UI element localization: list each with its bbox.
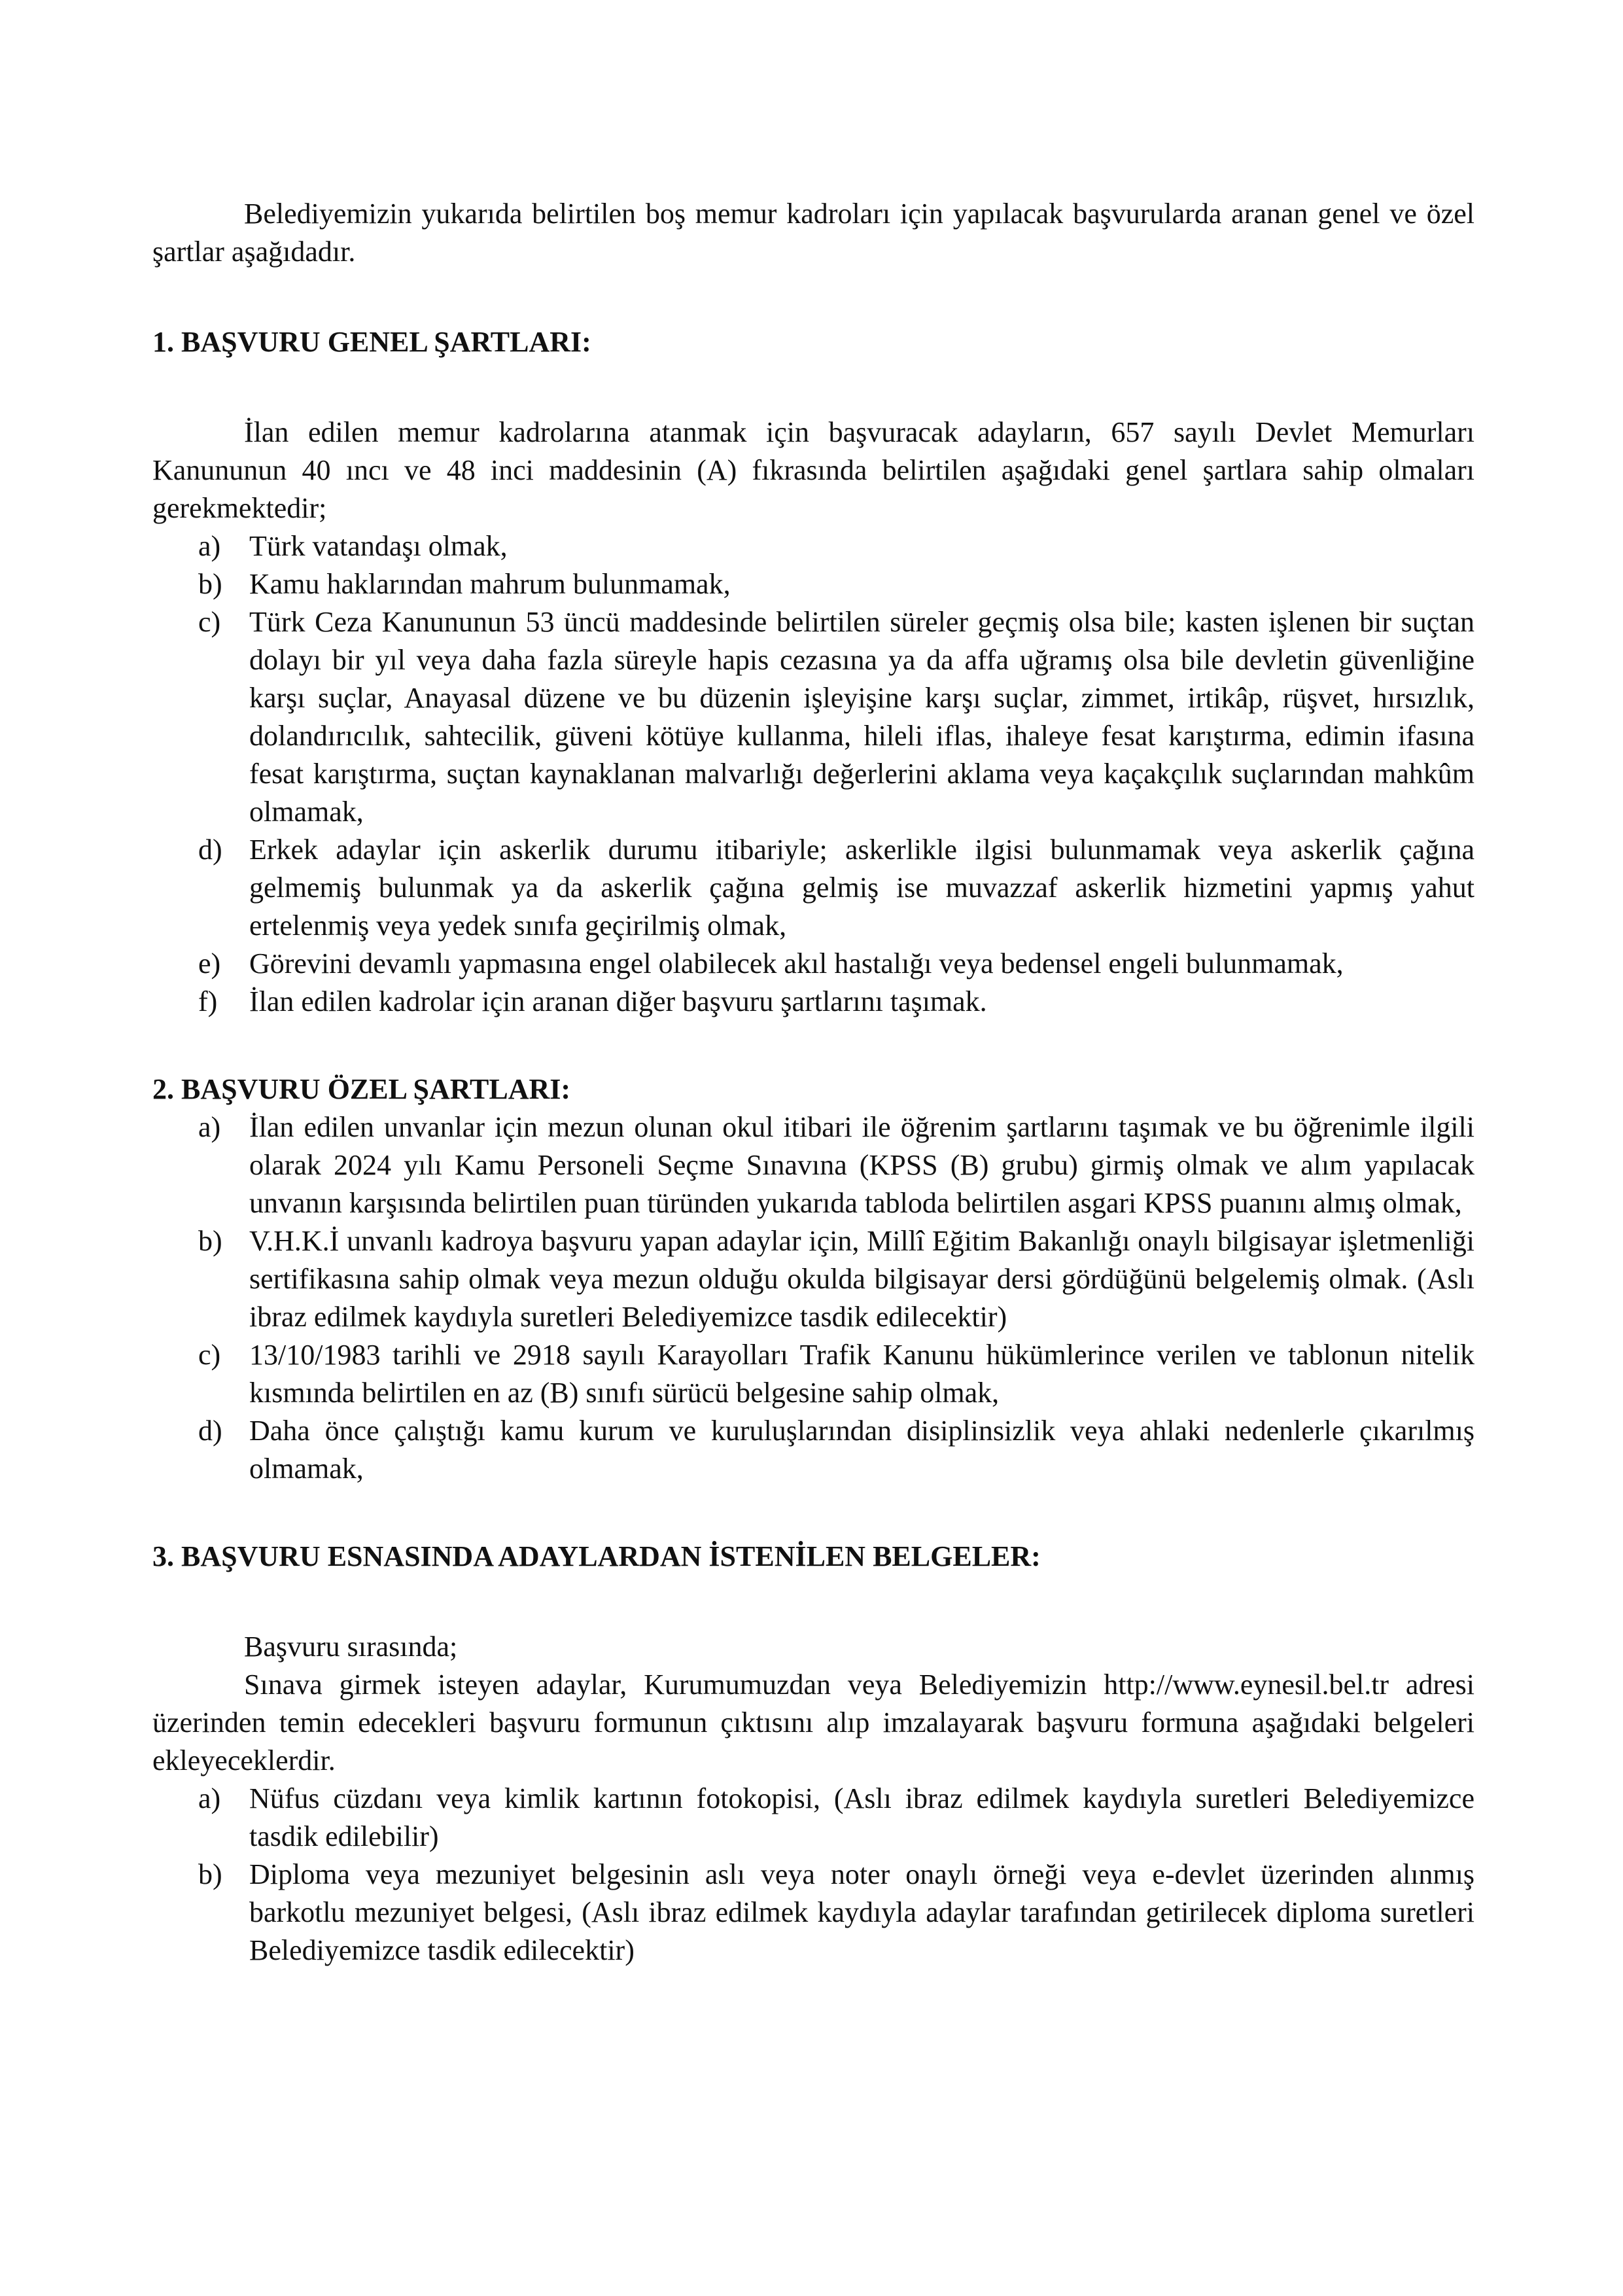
list-item <box>152 1780 1475 1856</box>
list-item <box>152 1336 1475 1412</box>
list-item-text: Türk Ceza Kanununun 53 üncü maddesinde belirtilen süreler geçmiş olsa bile; kasten işlenen bir suçtan dolayı bir yıl veya daha fazla süreyle hapis cezasına ya da affa uğramış olsa bile devletin güvenliğine karşı suçlar, Anayasal düzene ve bu düzenin işleyişine karşı suçlar, zimmet, irtikâp, rüşvet, hırsızlık, dolandırıcılık, sahtecilik, güveni kötüye kullanma, hileli iflas, ihaleye fesat karıştırma, edimin ifasına fesat karıştırma, suçtan kaynaklanan malvarlığı değerlerini aklama veya kaçakçılık suçlarından mahkûm olmamak, <box>249 606 1475 828</box>
section1-heading: 1. BAŞVURU GENEL ŞARTLARI: <box>152 326 591 358</box>
list-marker: d) <box>198 834 222 866</box>
list-item <box>152 603 1475 831</box>
list-item <box>152 565 1475 603</box>
list-item <box>152 1856 1475 1969</box>
section3-lead: Başvuru sırasında; <box>244 1631 458 1663</box>
list-item <box>152 831 1475 945</box>
list-item <box>152 983 1475 1021</box>
section2-heading: 2. BAŞVURU ÖZEL ŞARTLARI: <box>152 1073 571 1105</box>
section3-heading: 3. BAŞVURU ESNASINDA ADAYLARDAN İSTENİLEN BELGELER: <box>152 1540 1041 1572</box>
list-item-text: Nüfus cüzdanı veya kimlik kartının fotokopisi, (Aslı ibraz edilmek kaydıyla suretleri Belediyemizce tasdik edilebilir) <box>249 1782 1475 1852</box>
section1-list <box>152 527 1475 1021</box>
section3-paragraph: Sınava girmek isteyen adaylar, Kurumumuzdan veya Belediyemizin http://www.eynesil.bel.tr adresi üzerinden temin edecekleri başvuru formunun çıktısını alıp imzalayarak başvuru formuna aşağıdaki belgeleri ekleyeceklerdir. <box>152 1669 1475 1776</box>
list-marker: a) <box>198 1782 221 1814</box>
list-item-text: Türk vatandaşı olmak, <box>249 530 508 562</box>
section3-list <box>152 1780 1475 1969</box>
intro-paragraph: Belediyemizin yukarıda belirtilen boş memur kadroları için yapılacak başvurularda aranan genel ve özel şartlar aşağıdadır. <box>152 198 1475 268</box>
list-item-text: Diploma veya mezuniyet belgesinin aslı veya noter onaylı örneği veya e-devlet üzerinden alınmış barkotlu mezuniyet belgesi, (Aslı ibraz edilmek kaydıyla adaylar tarafından getirilecek diploma suretleri Belediyemizce tasdik edilecektir) <box>249 1858 1475 1966</box>
list-marker: b) <box>198 1858 222 1890</box>
list-marker: a) <box>198 1111 221 1143</box>
document-page <box>152 195 1475 1969</box>
list-marker: c) <box>198 606 221 638</box>
list-marker: e) <box>198 947 221 980</box>
list-item-text: İlan edilen unvanlar için mezun olunan okul itibari ile öğrenim şartlarını taşımak ve bu öğrenimle ilgili olarak 2024 yılı Kamu Personeli Seçme Sınavına (KPSS (B) grubu) girmiş olmak ve alım yapılacak unvanın karşısında belirtilen puan türünden yukarıda tabloda belirtilen asgari KPSS puanını almış olmak, <box>249 1111 1475 1219</box>
list-marker: d) <box>198 1415 222 1447</box>
list-item-text: V.H.K.İ unvanlı kadroya başvuru yapan adaylar için, Millî Eğitim Bakanlığı onaylı bilgisayar işletmenliği sertifikasına sahip olmak veya mezun olduğu okulda bilgisayar dersi gördüğünü belgelemiş olmak. (Aslı ibraz edilmek kaydıyla suretleri Belediyemizce tasdik edilecektir) <box>249 1225 1475 1333</box>
list-item <box>152 945 1475 983</box>
list-marker: b) <box>198 1225 222 1257</box>
section1-paragraph: İlan edilen memur kadrolarına atanmak için başvuracak adayların, 657 sayılı Devlet Memurları Kanununun 40 ıncı ve 48 inci maddesinin (A) fıkrasında belirtilen aşağıdaki genel şartlara sahip olmaları gerekmektedir; <box>152 416 1475 524</box>
list-item-text: Daha önce çalıştığı kamu kurum ve kuruluşlarından disiplinsizlik veya ahlaki nedenlerle çıkarılmış olmamak, <box>249 1415 1475 1485</box>
list-item-text: Erkek adaylar için askerlik durumu itibariyle; askerlikle ilgisi bulunmamak veya askerlik çağına gelmemiş bulunmak ya da askerlik çağına gelmiş ise muvazzaf askerlik hizmetini yapmış yahut ertelenmiş veya yedek sınıfa geçirilmiş olmak, <box>249 834 1475 942</box>
list-marker: c) <box>198 1339 221 1371</box>
list-item <box>152 1222 1475 1336</box>
list-item <box>152 1412 1475 1488</box>
list-item-text: Görevini devamlı yapmasına engel olabilecek akıl hastalığı veya bedensel engeli bulunmamak, <box>249 947 1344 980</box>
list-item <box>152 527 1475 565</box>
list-marker: a) <box>198 530 221 562</box>
list-marker: b) <box>198 568 222 600</box>
list-item-text: İlan edilen kadrolar için aranan diğer başvuru şartlarını taşımak. <box>249 985 987 1017</box>
list-item <box>152 1108 1475 1222</box>
list-item-text: 13/10/1983 tarihli ve 2918 sayılı Karayolları Trafik Kanunu hükümlerince verilen ve tablonun nitelik kısmında belirtilen en az (B) sınıfı sürücü belgesine sahip olmak, <box>249 1339 1475 1409</box>
section2-list <box>152 1108 1475 1488</box>
list-item-text: Kamu haklarından mahrum bulunmamak, <box>249 568 731 600</box>
list-marker: f) <box>198 985 218 1017</box>
